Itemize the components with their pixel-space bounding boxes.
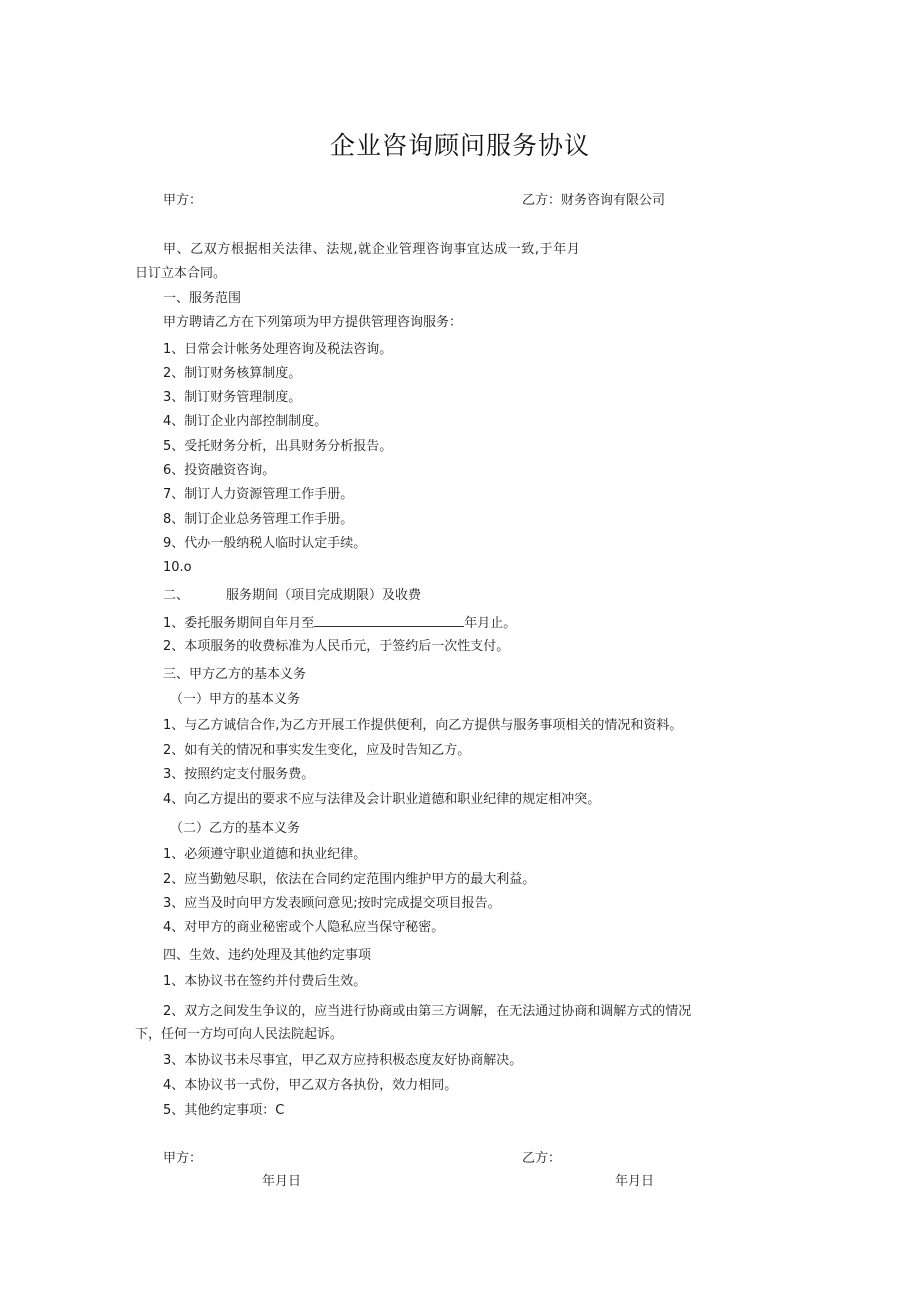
section-3-heading: 三、甲方乙方的基本义务	[163, 667, 307, 682]
signature-party-b: 乙方：	[522, 1151, 562, 1166]
signature-date-b: 年月日	[615, 1174, 655, 1189]
list-item: 4、制订企业内部控制制度。	[163, 414, 328, 429]
party-b-header: 乙方：财务咨询有限公司	[522, 193, 666, 208]
section-2-heading-number: 二、	[163, 588, 190, 603]
blank-underline	[314, 613, 464, 627]
service-period-suffix: 年月止。	[464, 616, 517, 631]
fee-standard-line: 2、本项服务的收费标准为人民币元，于签约后一次性支付。	[163, 639, 510, 654]
list-item: 9、代办一般纳税人临时认定手续。	[163, 536, 367, 551]
list-item: 2、制订财务核算制度。	[163, 366, 302, 381]
service-period-line	[163, 613, 516, 633]
section-2-heading: 服务期间（项目完成期限）及收费	[226, 588, 422, 603]
intro-line-1: 甲、乙双方根据相关法律、法规,就企业管理咨询事宜达成一致,于年月	[163, 242, 581, 257]
service-period-prefix: 1、委托服务期间自年月至	[163, 616, 315, 631]
section-1-lead: 甲方聘请乙方在下列第项为甲方提供管理咨询服务：	[163, 315, 463, 330]
list-item: 1、日常会计帐务处理咨询及税法咨询。	[163, 342, 393, 357]
list-item: 7、制订人力资源管理工作手册。	[163, 487, 354, 502]
list-item: 2、双方之间发生争议的，应当进行协商或由第三方调解，在无法通过协商和调解方式的情况	[163, 1004, 692, 1019]
list-item: 3、制订财务管理制度。	[163, 390, 302, 405]
list-item: 2、应当勤勉尽职，依法在合同约定范围内维护甲方的最大利益。	[163, 872, 536, 887]
list-item: 4、对甲方的商业秘密或个人隐私应当保守秘密。	[163, 920, 445, 935]
list-item-continuation: 下，任何一方均可向人民法院起诉。	[135, 1027, 344, 1042]
party-a-header: 甲方：	[163, 193, 203, 208]
list-item: 4、向乙方提出的要求不应与法律及会计职业道德和职业纪律的规定相冲突。	[163, 792, 601, 807]
list-item: 3、应当及时向甲方发表顾问意见;按时完成提交项目报告。	[163, 896, 501, 911]
document-title: 企业咨询顾问服务协议	[329, 131, 590, 160]
section-1-heading: 一、服务范围	[163, 291, 242, 306]
list-item: 3、本协议书未尽事宜，甲乙双方应持积极态度友好协商解决。	[163, 1053, 523, 1068]
list-item: 1、本协议书在签约并付费后生效。	[163, 974, 367, 989]
list-item: 1、与乙方诚信合作,为乙方开展工作提供便利，向乙方提供与服务事项相关的情况和资料。	[163, 718, 683, 733]
intro-line-2: 日订立本合同。	[135, 266, 227, 281]
list-item: 5、受托财务分析，出具财务分析报告。	[163, 439, 393, 454]
list-item: 8、制订企业总务管理工作手册。	[163, 512, 354, 527]
signature-date-a: 年月日	[262, 1174, 302, 1189]
list-item: 5、其他约定事项：C	[163, 1103, 285, 1118]
list-item: 10.o	[163, 560, 192, 575]
list-item: 1、必须遵守职业道德和执业纪律。	[163, 847, 367, 862]
list-item: 3、按照约定支付服务费。	[163, 767, 315, 782]
signature-party-a: 甲方：	[163, 1151, 203, 1166]
party-b-obligations-heading: （二）乙方的基本义务	[170, 821, 301, 836]
list-item: 6、投资融资咨询。	[163, 463, 276, 478]
section-4-heading: 四、生效、违约处理及其他约定事项	[163, 948, 372, 963]
list-item: 4、本协议书一式份，甲乙双方各执份，效力相同。	[163, 1078, 458, 1093]
party-a-obligations-heading: （一）甲方的基本义务	[170, 692, 301, 707]
list-item: 2、如有关的情况和事实发生变化，应及时告知乙方。	[163, 743, 471, 758]
